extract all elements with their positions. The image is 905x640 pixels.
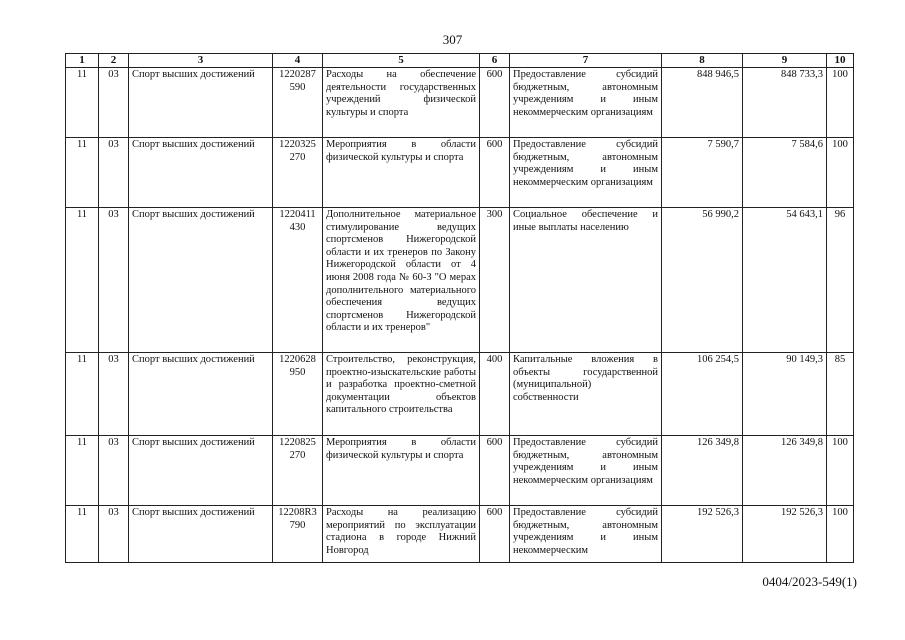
target-article-code: 1220628 950 (273, 353, 323, 436)
execution-percent: 100 (827, 506, 854, 563)
subsection-name: Спорт высших достижений (129, 68, 273, 138)
document-code: 0404/2023-549(1) (762, 574, 857, 589)
col-header-1: 1 (66, 54, 99, 68)
actual-amount: 192 526,3 (743, 506, 827, 563)
subsection-code: 03 (99, 353, 129, 436)
actual-amount: 848 733,3 (743, 68, 827, 138)
planned-amount: 106 254,5 (662, 353, 743, 436)
expense-type-code: 600 (480, 138, 510, 208)
col-header-8: 8 (662, 54, 743, 68)
expense-type-code: 300 (480, 208, 510, 353)
budget-table (65, 53, 854, 563)
page-number: 307 (442, 32, 463, 47)
col-header-10: 10 (827, 54, 854, 68)
subsection-code: 03 (99, 436, 129, 506)
expense-type-name: Капитальные вложения в объекты государственной (муниципальной) собственности (510, 353, 662, 436)
execution-percent: 100 (827, 436, 854, 506)
target-article-name: Строительство, реконструкция, проектно-изыскательские работы и разработка проектно-сметной документации объектов капитального строительства (323, 353, 480, 436)
target-article-code: 1220411 430 (273, 208, 323, 353)
col-header-5: 5 (323, 54, 480, 68)
subsection-code: 03 (99, 68, 129, 138)
execution-percent: 96 (827, 208, 854, 353)
actual-amount: 126 349,8 (743, 436, 827, 506)
planned-amount: 848 946,5 (662, 68, 743, 138)
subsection-code: 03 (99, 208, 129, 353)
target-article-name: Мероприятия в области физической культуры и спорта (323, 138, 480, 208)
actual-amount: 90 149,3 (743, 353, 827, 436)
subsection-name: Спорт высших достижений (129, 506, 273, 563)
expense-type-code: 400 (480, 353, 510, 436)
table-row (66, 436, 854, 506)
target-article-name: Расходы на реализацию мероприятий по эксплуатации стадиона в городе Нижний Новгород (323, 506, 480, 563)
execution-percent: 100 (827, 68, 854, 138)
section-code: 11 (66, 436, 99, 506)
subsection-name: Спорт высших достижений (129, 138, 273, 208)
table-row (66, 68, 854, 138)
target-article-code: 1220325 270 (273, 138, 323, 208)
target-article-code: 1220287 590 (273, 68, 323, 138)
col-header-4: 4 (273, 54, 323, 68)
planned-amount: 56 990,2 (662, 208, 743, 353)
expense-type-code: 600 (480, 506, 510, 563)
expense-type-code: 600 (480, 68, 510, 138)
planned-amount: 192 526,3 (662, 506, 743, 563)
table-row (66, 506, 854, 563)
col-header-2: 2 (99, 54, 129, 68)
actual-amount: 7 584,6 (743, 138, 827, 208)
target-article-name: Расходы на обеспечение деятельности государственных учреждений физической культуры и спорта (323, 68, 480, 138)
subsection-code: 03 (99, 138, 129, 208)
col-header-3: 3 (129, 54, 273, 68)
planned-amount: 126 349,8 (662, 436, 743, 506)
table-row (66, 208, 854, 353)
col-header-6: 6 (480, 54, 510, 68)
table-row (66, 138, 854, 208)
subsection-name: Спорт высших достижений (129, 436, 273, 506)
target-article-code: 1220825 270 (273, 436, 323, 506)
expense-type-code: 600 (480, 436, 510, 506)
expense-type-name: Социальное обеспечение и иные выплаты населению (510, 208, 662, 353)
planned-amount: 7 590,7 (662, 138, 743, 208)
execution-percent: 100 (827, 138, 854, 208)
subsection-name: Спорт высших достижений (129, 353, 273, 436)
actual-amount: 54 643,1 (743, 208, 827, 353)
expense-type-name: Предоставление субсидий бюджетным, автономным учреждениям и иным некоммерческим организациям (510, 436, 662, 506)
section-code: 11 (66, 506, 99, 563)
section-code: 11 (66, 138, 99, 208)
section-code: 11 (66, 208, 99, 353)
col-header-9: 9 (743, 54, 827, 68)
section-code: 11 (66, 353, 99, 436)
table-row (66, 353, 854, 436)
col-header-7: 7 (510, 54, 662, 68)
expense-type-name: Предоставление субсидий бюджетным, автономным учреждениям и иным некоммерческим (510, 506, 662, 563)
target-article-name: Мероприятия в области физической культуры и спорта (323, 436, 480, 506)
execution-percent: 85 (827, 353, 854, 436)
expense-type-name: Предоставление субсидий бюджетным, автономным учреждениям и иным некоммерческим организациям (510, 68, 662, 138)
expense-type-name: Предоставление субсидий бюджетным, автономным учреждениям и иным некоммерческим организациям (510, 138, 662, 208)
header-row (66, 54, 854, 68)
subsection-name: Спорт высших достижений (129, 208, 273, 353)
subsection-code: 03 (99, 506, 129, 563)
section-code: 11 (66, 68, 99, 138)
target-article-name: Дополнительное материальное стимулирование ведущих спортсменов Нижегородской области и их тренеров по Закону Нижегородской области от 4 июня 2008 года № 60-З "О мерах дополнительного материального обеспечения ведущих спортсменов Нижегородской области и их тренеров" (323, 208, 480, 353)
target-article-code: 12208R3 790 (273, 506, 323, 563)
